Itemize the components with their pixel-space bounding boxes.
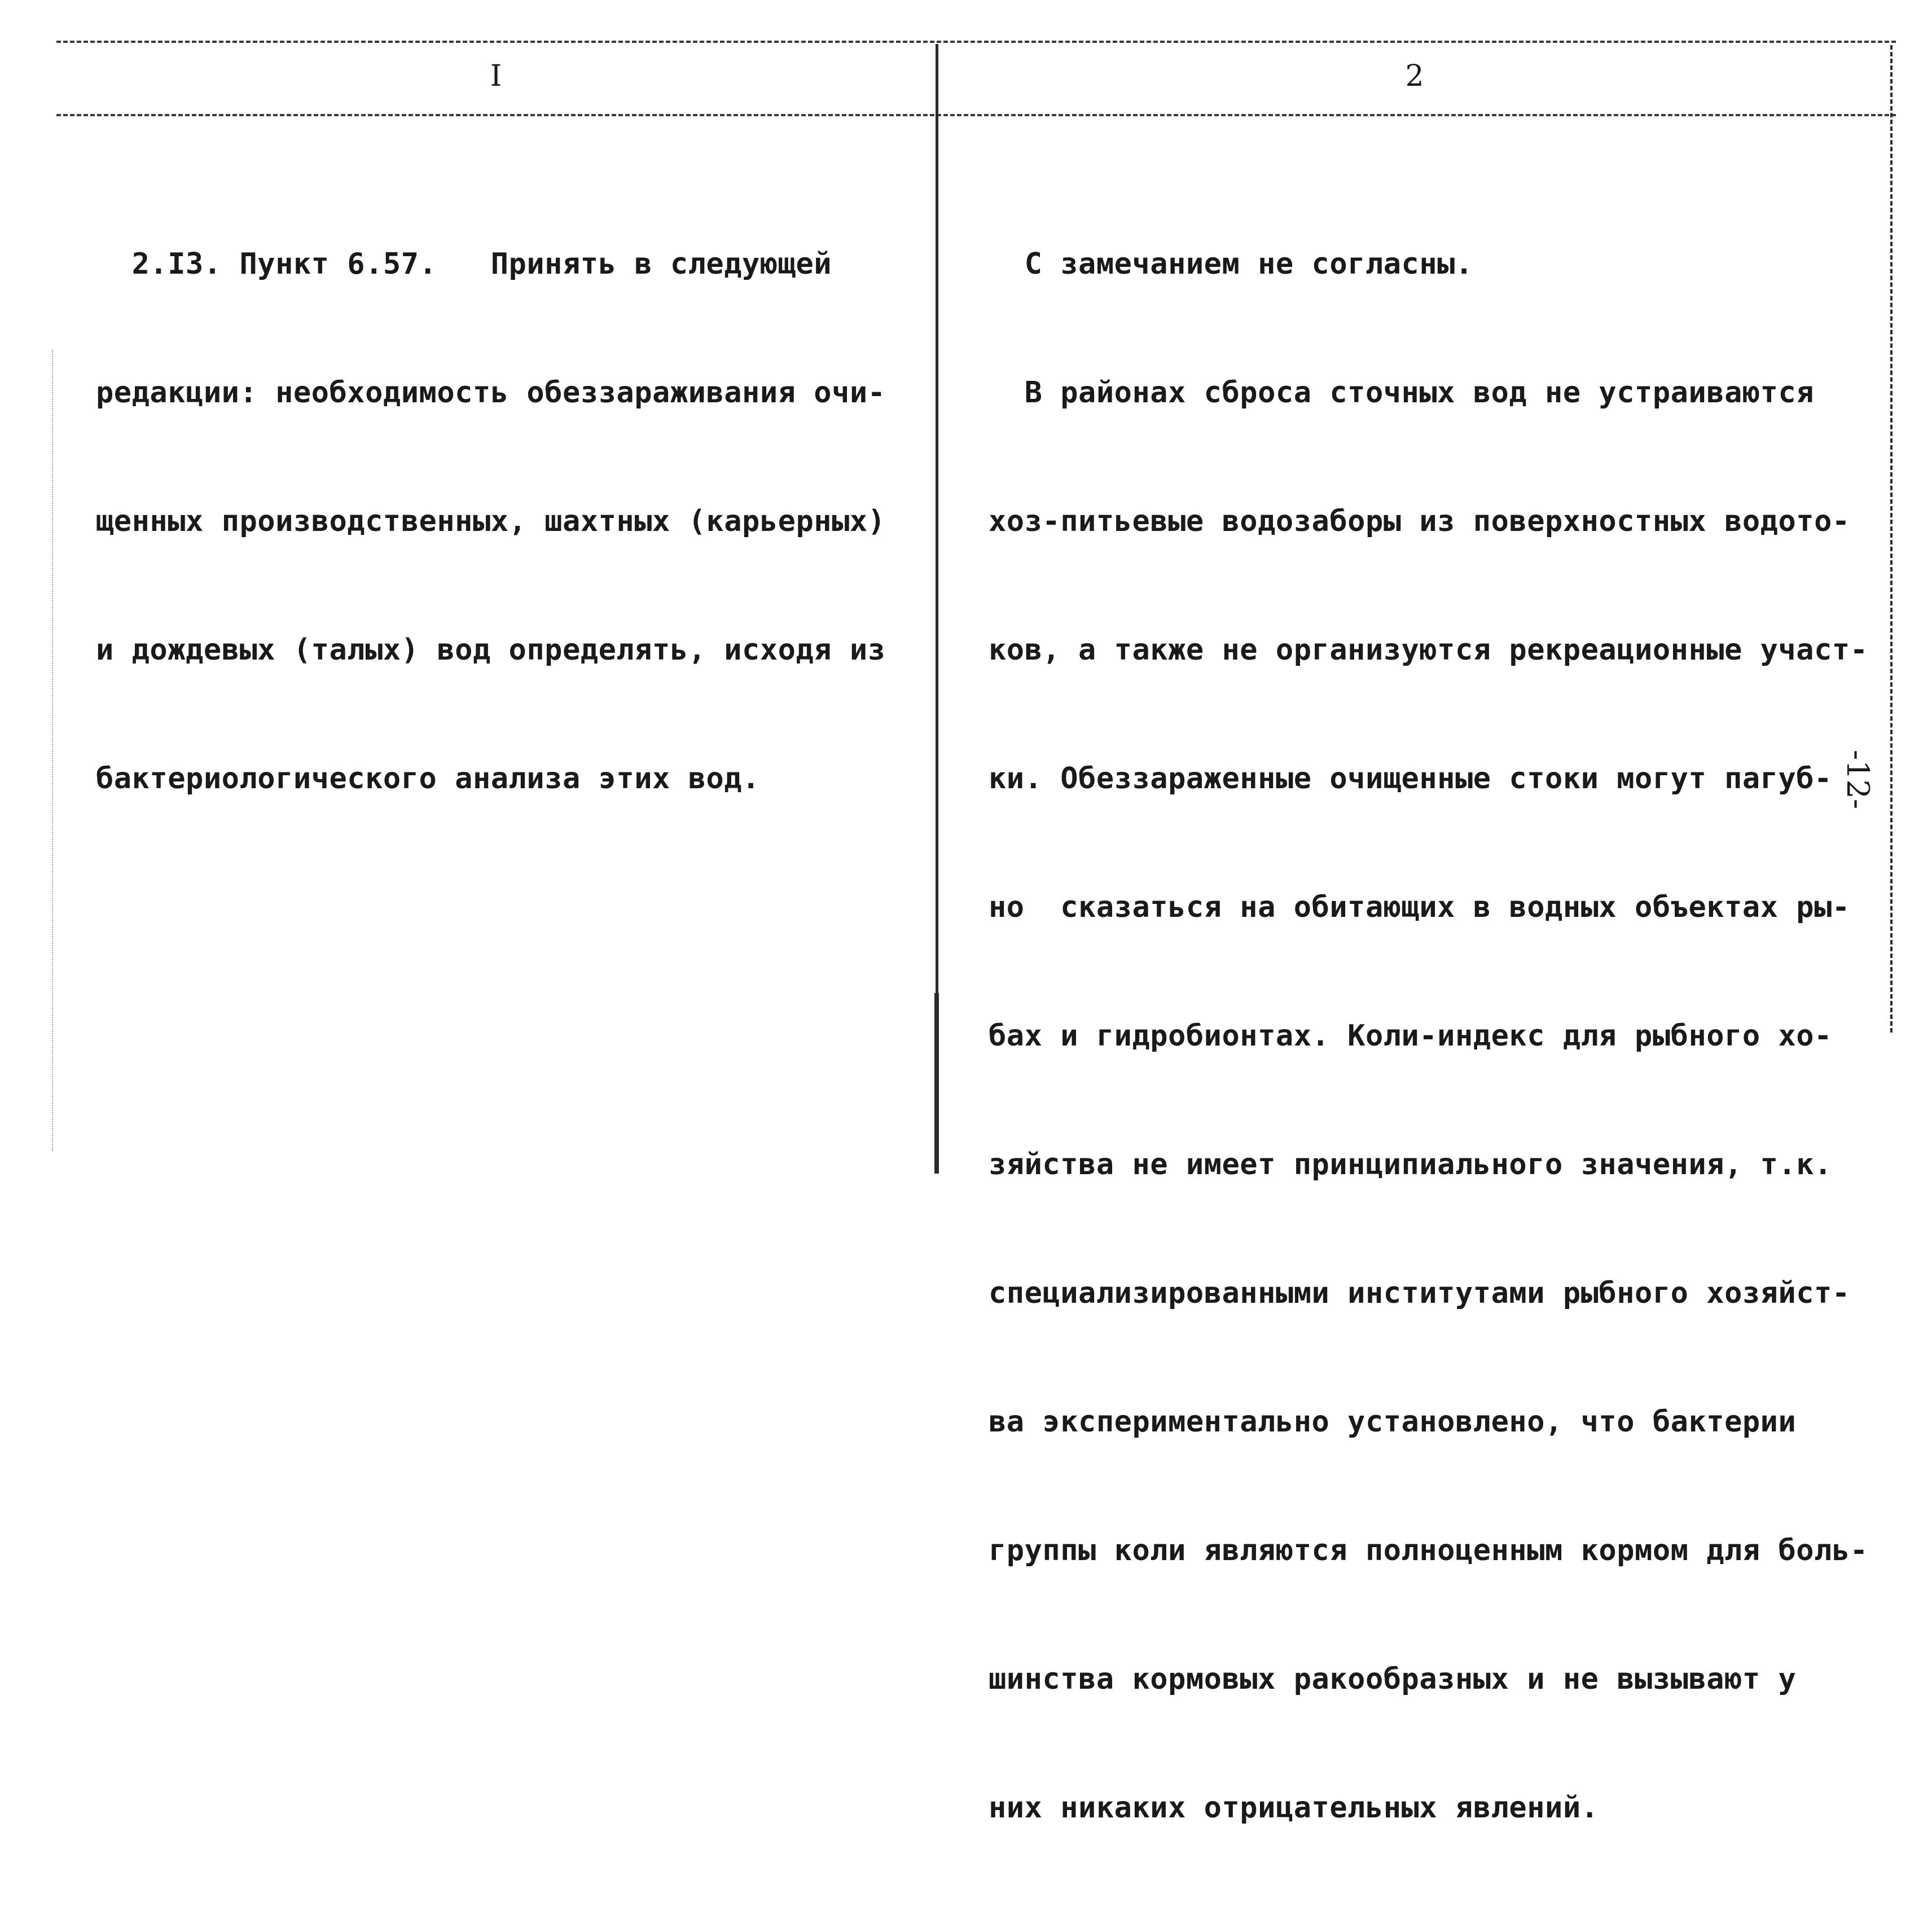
remark-line: 2.I3. Пункт 6.57. Принять в следующей bbox=[96, 247, 832, 281]
remark-line: и дождевых (талых) вод определять, исходя из bbox=[96, 633, 886, 667]
response-line: хоз-питьевые водозаборы из поверхностных водото- bbox=[989, 504, 1850, 538]
response-line: бах и гидробионтах. Коли-индекс для рыбного хо- bbox=[989, 1019, 1832, 1053]
response-line: ков, а также не организуются рекреационные участ- bbox=[989, 633, 1868, 667]
response-line: С замечанием не согласны. bbox=[989, 247, 1473, 281]
response-line: зяйства не имеет принципиального значения, т.к. bbox=[989, 1148, 1832, 1181]
right-border bbox=[1890, 45, 1893, 1033]
response-line: них никаких отрицательных явлений. bbox=[989, 1791, 1599, 1825]
remark-line: редакции: необходимость обеззараживания очи- bbox=[96, 376, 886, 410]
response-text bbox=[989, 157, 1868, 1915]
response-line: В районах сброса сточных вод не устраиваются bbox=[989, 376, 1815, 410]
column-divider-lower bbox=[934, 993, 939, 1174]
response-line: шинства кормовых ракообразных и не вызывают у bbox=[989, 1662, 1797, 1696]
page-number: -12- bbox=[1840, 749, 1876, 810]
response-line: специализированными институтами рыбного хозяйст- bbox=[989, 1276, 1850, 1310]
table-top-rule bbox=[56, 41, 1896, 43]
remark-line: щенных производственных, шахтных (карьерных) bbox=[96, 504, 886, 538]
column-2-header: 2 bbox=[1405, 59, 1424, 93]
response-line: ки. Обеззараженные очищенные стоки могут пагуб- bbox=[989, 762, 1832, 796]
left-margin-marks bbox=[52, 350, 53, 1151]
column-1-header: I bbox=[490, 59, 502, 93]
remark-text bbox=[96, 157, 886, 886]
response-line: ва экспериментально установлено, что бактерии bbox=[989, 1405, 1797, 1439]
response-line: группы коли являются полноценным кормом для боль- bbox=[989, 1534, 1868, 1567]
response-line: но сказаться на обитающих в водных объектах ры- bbox=[989, 890, 1850, 924]
remark-line: бактериологического анализа этих вод. bbox=[96, 762, 760, 796]
table-header-rule bbox=[56, 114, 1896, 116]
